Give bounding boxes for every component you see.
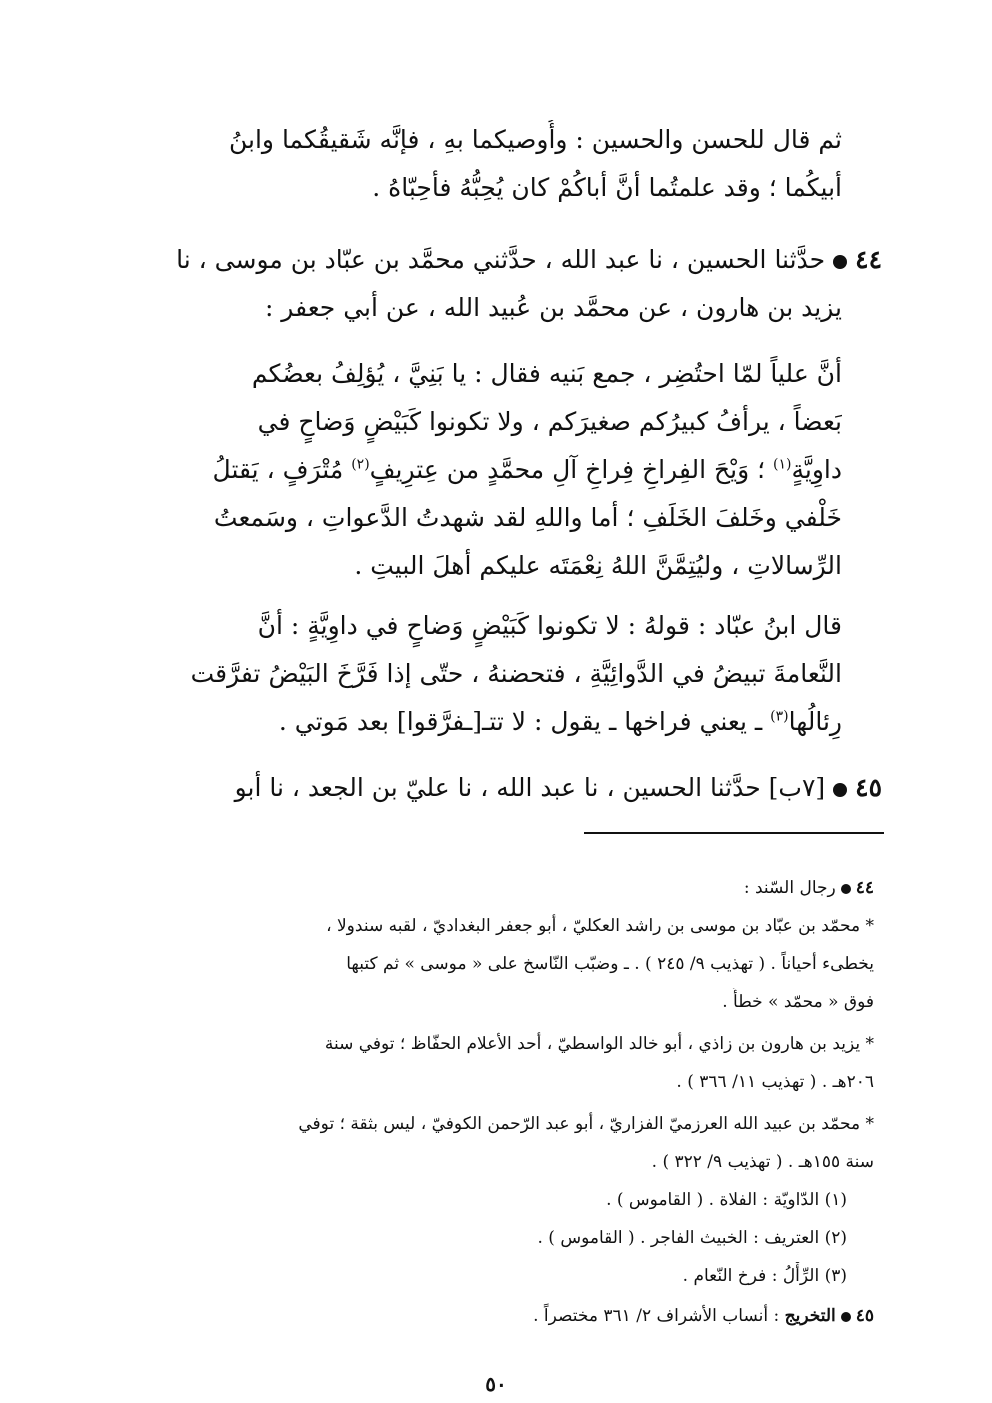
hadith-number: ٤٥ — [855, 1306, 874, 1326]
narrator-note-line: فوق « محمّد » خطأً . — [722, 992, 874, 1012]
narrator-note-line: سنة ١٥٥هـ . ( تهذيب ٩/ ٣٢٢ ) . — [651, 1152, 874, 1172]
takhrij-text: : أنساب الأشراف ٢/ ٣٦١ مختصراً . — [533, 1306, 780, 1326]
hadith-number: ٤٥ — [855, 773, 882, 802]
page-number: ٥٠ — [485, 1372, 507, 1396]
narrator-note-line: ٢٠٦هـ . ( تهذيب ١١/ ٣٦٦ ) . — [676, 1072, 874, 1092]
footnote-marker: (٣) — [770, 708, 789, 725]
narrator-note-line: يخطىء أحياناً . ( تهذيب ٩/ ٢٤٥ ) . ـ وضبّب النّاسخ على « موسى » ثم كتبها — [346, 954, 874, 974]
hadith-45-header — [102, 768, 882, 812]
narrator-note-line: * محمّد بن عبّاد بن موسى بن راشد العكليّ ، أبو جعفر البغداديّ ، لقبه سندولا ، — [326, 916, 874, 936]
commentary-segment: رِئالُها — [788, 707, 842, 736]
isnad-text: [٧ب] حدَّثنا الحسين ، نا عبد الله ، نا عليّ بن الجعد ، نا أبو — [234, 773, 826, 802]
takhrij-title: التخريج — [784, 1306, 836, 1326]
isnad-line: يزيد بن هارون ، عن محمَّد بن عُبيد الله ، عن أبي جعفر : — [264, 293, 842, 322]
hadith-number: ٤٤ — [855, 245, 882, 274]
matn-line — [100, 450, 842, 494]
matn-segment: مُتْرَفٍ ، يَقتلُ — [212, 455, 344, 484]
isnad-text: حدَّثنا الحسين ، نا عبد الله ، حدَّثني محمَّد بن عبّاد بن موسى ، نا — [176, 245, 826, 274]
bullet-dot-icon — [833, 255, 847, 269]
commentary-line: قال ابنُ عبّاد : قولهُ : لا تكونوا كَبَيْضٍ وَضاحٍ في داوِيَّةٍ : أنَّ — [257, 611, 842, 640]
matn-line: أنَّ علياً لمّا احتُضِر ، جمع بَنيه فقال : يا بَنِيَّ ، يُؤلِفُ بعضُكم — [251, 359, 842, 388]
hadith-number: ٤٤ — [855, 878, 874, 898]
bullet-dot-icon — [841, 1312, 851, 1322]
rijal-title: رجال السّند : — [743, 878, 836, 898]
footnote-marker: (٢) — [351, 456, 370, 473]
paragraph-line: ثم قال للحسن والحسين : وأُوصيكما بهِ ، فإنَّه شَقيقُكما وابنُ — [228, 125, 842, 154]
footnote-1: (١) الدّاويّة : الفلاة . ( القاموس ) . — [606, 1190, 847, 1210]
footnote-separator — [584, 832, 884, 834]
matn-line: خَلْفي وخَلفَ الخَلَفِ ؛ أما واللهِ لقد شهدتُ الدَّعواتِ ، وسَمعتُ — [213, 503, 842, 532]
narrator-note-line: * محمّد بن عبيد الله العرزميّ الفزاريّ ، أبو عبد الرّحمن الكوفيّ ، ليس بثقة ؛ توفي — [298, 1114, 874, 1134]
matn-line: بَعضاً ، يرأفُ كبيرُكم صغيرَكم ، ولا تكونوا كَبَيْضٍ وَضاحٍ في — [257, 407, 842, 436]
matn-segment: داوِيَّةٍ — [791, 455, 842, 484]
footnote-2: (٢) العتريف : الخبيث الفاجر . ( القاموس ) . — [537, 1228, 847, 1248]
bullet-dot-icon — [833, 783, 847, 797]
paragraph-line: أبيكُما ؛ وقد علمتُما أنَّ أباكُمْ كان يُحِبُّهُ فأحِبّاهُ . — [372, 173, 842, 202]
commentary-line — [100, 702, 842, 746]
narrator-note-line: * يزيد بن هارون بن زاذي ، أبو خالد الواسطيّ ، أحد الأعلام الحفّاظ ؛ توفي سنة — [324, 1034, 874, 1054]
hadith-44-header — [102, 240, 882, 284]
commentary-line: النَّعامةَ تبيضُ في الدَّوائِيَّةِ ، فتحضنهُ ، حتّى إذا فَرَّخَ البَيْضُ تفرَّقت — [190, 659, 842, 688]
matn-line: الرِّسالاتِ ، وليُتِمَّنَّ اللهُ نِعْمَتَه عليكم أهلَ البيتِ . — [354, 551, 842, 580]
bullet-dot-icon — [841, 884, 851, 894]
commentary-segment: ـ يعني فراخها ـ يقول : لا تتـ[ـفرَّقوا] بعد مَوتي . — [278, 707, 763, 736]
takhrij-line — [104, 1302, 874, 1334]
footnote-marker: (١) — [773, 456, 792, 473]
rijal-heading — [104, 874, 874, 906]
footnote-3: (٣) الرِّأْلُ : فرخ النّعام . — [682, 1266, 847, 1286]
matn-segment: ؛ وَيْحَ الفِراخِ فِراخِ آلِ محمَّدٍ من عِترِيفٍ — [369, 455, 766, 484]
